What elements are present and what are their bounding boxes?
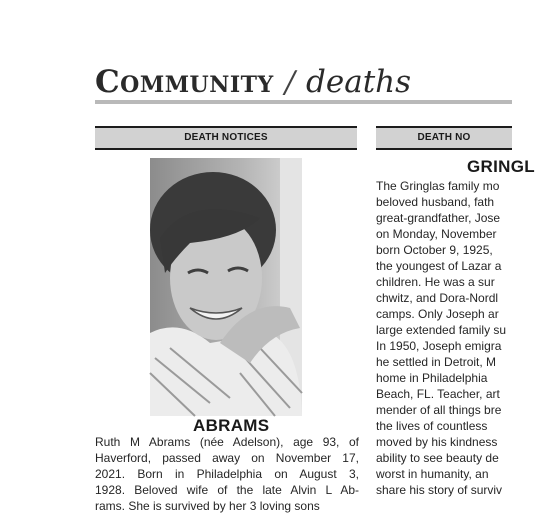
obituary-line: born October 9, 1925, bbox=[376, 243, 493, 257]
obituary-line: mender of all things bre bbox=[376, 403, 502, 417]
obituary-text-right bbox=[376, 178, 512, 498]
obituary-text-left bbox=[95, 434, 359, 514]
obituary-photo bbox=[150, 158, 302, 416]
obituary-line: large extended family su bbox=[376, 323, 507, 337]
obituary-line: Ruth M Abrams (née Adelson), age 93, of bbox=[95, 435, 359, 449]
obituary-line: moved by his kindness bbox=[376, 435, 498, 449]
obituary-line: In 1950, Joseph emigra bbox=[376, 339, 502, 353]
obituary-line: the youngest of Lazar a bbox=[376, 259, 502, 273]
obituary-line: chwitz, and Dora-Nordl bbox=[376, 291, 499, 305]
section-title-main: Community bbox=[95, 64, 274, 100]
obituary-line: ability to see beauty de bbox=[376, 451, 499, 465]
obituary-line: the lives of countless bbox=[376, 419, 488, 433]
obituary-line: rams. She is survived by her 3 loving sons bbox=[95, 499, 320, 513]
obituary-line: children. He was a sur bbox=[376, 275, 495, 289]
obituary-name-left: ABRAMS bbox=[193, 416, 270, 435]
death-notices-header-right: DEATH NO bbox=[376, 126, 512, 150]
page-header bbox=[95, 58, 512, 108]
section-title bbox=[95, 64, 411, 100]
obituary-line: he settled in Detroit, M bbox=[376, 355, 497, 369]
obituary-line: 2021. Born in Philadelphia on August 3, bbox=[95, 467, 359, 481]
obituary-line: worst in humanity, an bbox=[376, 467, 489, 481]
death-notices-header-left: DEATH NOTICES bbox=[95, 126, 357, 150]
obituary-line: great-grandfather, Jose bbox=[376, 211, 501, 225]
obituary-line: home in Philadelphia bbox=[376, 371, 488, 385]
obituary-line: on Monday, November bbox=[376, 227, 497, 241]
section-title-separator: / bbox=[284, 65, 295, 100]
header-rule bbox=[95, 100, 512, 104]
obituary-line: share his story of surviv bbox=[376, 483, 503, 497]
section-title-sub: deaths bbox=[306, 64, 412, 100]
obituary-line: beloved husband, fath bbox=[376, 195, 495, 209]
obituary-line: camps. Only Joseph ar bbox=[376, 307, 499, 321]
obituary-name-right: GRINGL bbox=[467, 157, 535, 176]
portrait-image bbox=[150, 158, 302, 416]
obituary-line: Beach, FL. Teacher, art bbox=[376, 387, 500, 401]
obituary-line: 1928. Beloved wife of the late Alvin L Ab- bbox=[95, 483, 359, 497]
obituary-line: Haverford, passed away on November 17, bbox=[95, 451, 359, 465]
obituary-line: The Gringlas family mo bbox=[376, 179, 500, 193]
